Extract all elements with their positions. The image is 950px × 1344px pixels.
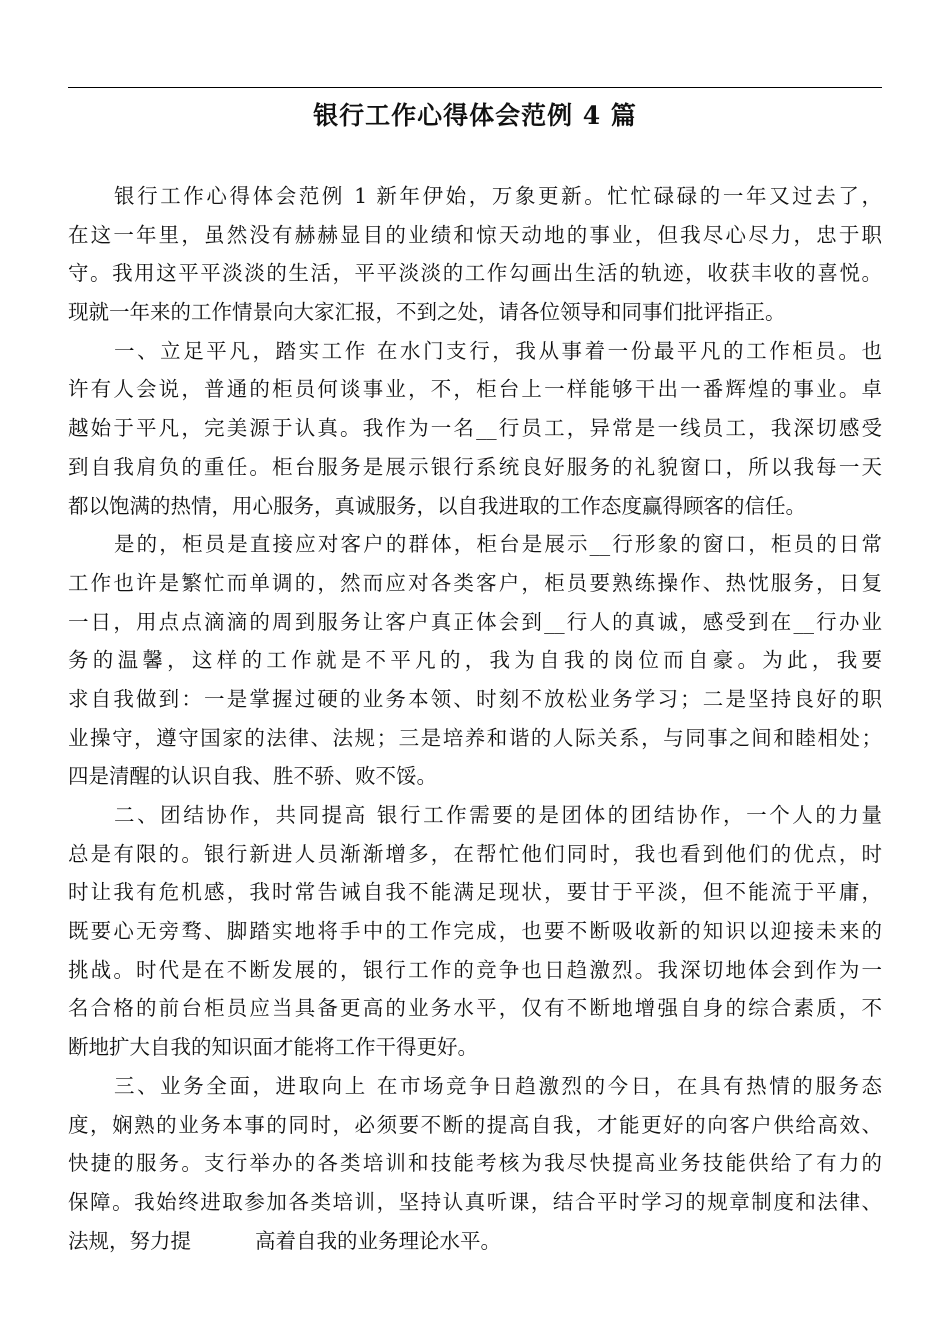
- text-fragment: 高着自我的业务理论水平。: [255, 1228, 501, 1253]
- text-line: 求自我做到：一是掌握过硬的业务本领、时刻不放松业务学习；二是坚持良好的职: [68, 686, 882, 711]
- text-line: 四是清醒的认识自我、胜不骄、败不馁。: [68, 764, 437, 789]
- text-line: 挑战。时代是在不断发展的，银行工作的竞争也日趋激烈。我深切地体会到作为一: [68, 957, 882, 982]
- text-line: 时让我有危机感，我时常告诫自我不能满足现状，要甘于平淡，但不能流于平庸，: [68, 880, 882, 905]
- text-line: 在这一年里，虽然没有赫赫显目的业绩和惊天动地的事业，但我尽心尽力，忠于职: [68, 222, 882, 247]
- text-line: 一日，用点点滴滴的周到服务让客户真正体会到__行人的真诚，感受到在__行办业: [68, 609, 882, 634]
- text-line: 二、团结协作，共同提高 银行工作需要的是团体的团结协作，一个人的力量: [114, 803, 882, 827]
- text-line-split: [68, 1222, 882, 1261]
- text-line: 快捷的服务。支行举办的各类培训和技能考核为我尽快提高业务技能供给了有力的: [68, 1151, 882, 1176]
- text-line: 工作也许是繁忙而单调的，然而应对各类客户，柜员要熟练操作、热忱服务，日复: [68, 570, 882, 595]
- document-body: [68, 177, 882, 1260]
- text-line: 到自我肩负的重任。柜台服务是展示银行系统良好服务的礼貌窗口，所以我每一天: [68, 454, 882, 479]
- text-line: 一、立足平凡，踏实工作 在水门支行，我从事着一份最平凡的工作柜员。也: [114, 338, 882, 363]
- header-rule: [68, 87, 882, 88]
- text-line: 许有人会说，普通的柜员何谈事业，不，柜台上一样能够干出一番辉煌的事业。卓: [68, 377, 882, 402]
- text-line: 银行工作心得体会范例 1 新年伊始，万象更新。忙忙碌碌的一年又过去了，: [114, 184, 882, 208]
- text-line: 度，娴熟的业务本事的同时，必须要不断的提高自我，才能更好的向客户供给高效、: [68, 1112, 882, 1137]
- text-line: 名合格的前台柜员应当具备更高的业务水平，仅有不断地增强自身的综合素质，不: [68, 996, 882, 1021]
- text-line: 三、业务全面，进取向上 在市场竞争日趋激烈的今日，在具有热情的服务态: [114, 1073, 882, 1098]
- text-line: 总是有限的。银行新进人员渐渐增多，在帮忙他们同时，我也看到他们的优点，时: [68, 841, 882, 866]
- text-fragment: 法规，努力提: [68, 1228, 191, 1253]
- document-title: 银行工作心得体会范例 4 篇: [313, 101, 637, 130]
- text-line: 业操守，遵守国家的法律、法规；三是培养和谐的人际关系，与同事之间和睦相处；: [68, 725, 882, 750]
- text-line: 是的，柜员是直接应对客户的群体，柜台是展示__行形象的窗口，柜员的日常: [114, 532, 882, 557]
- text-line: 既要心无旁骛、脚踏实地将手中的工作完成，也要不断吸收新的知识以迎接未来的: [68, 919, 882, 944]
- text-line: 断地扩大自我的知识面才能将工作干得更好。: [68, 1035, 478, 1060]
- text-line: 保障。我始终进取参加各类培训，坚持认真听课，结合平时学习的规章制度和法律、: [68, 1189, 882, 1214]
- text-line: 务的温馨，这样的工作就是不平凡的，我为自我的岗位而自豪。为此，我要: [68, 648, 882, 673]
- text-line: 现就一年来的工作情景向大家汇报，不到之处，请各位领导和同事们批评指正。: [68, 300, 786, 325]
- text-line: 越始于平凡，完美源于认真。我作为一名__行员工，异常是一线员工，我深切感受: [68, 416, 882, 441]
- text-line: 都以饱满的热情，用心服务，真诚服务，以自我进取的工作态度赢得顾客的信任。: [68, 493, 806, 518]
- text-line: 守。我用这平平淡淡的生活，平平淡淡的工作勾画出生活的轨迹，收获丰收的喜悦。: [68, 261, 882, 286]
